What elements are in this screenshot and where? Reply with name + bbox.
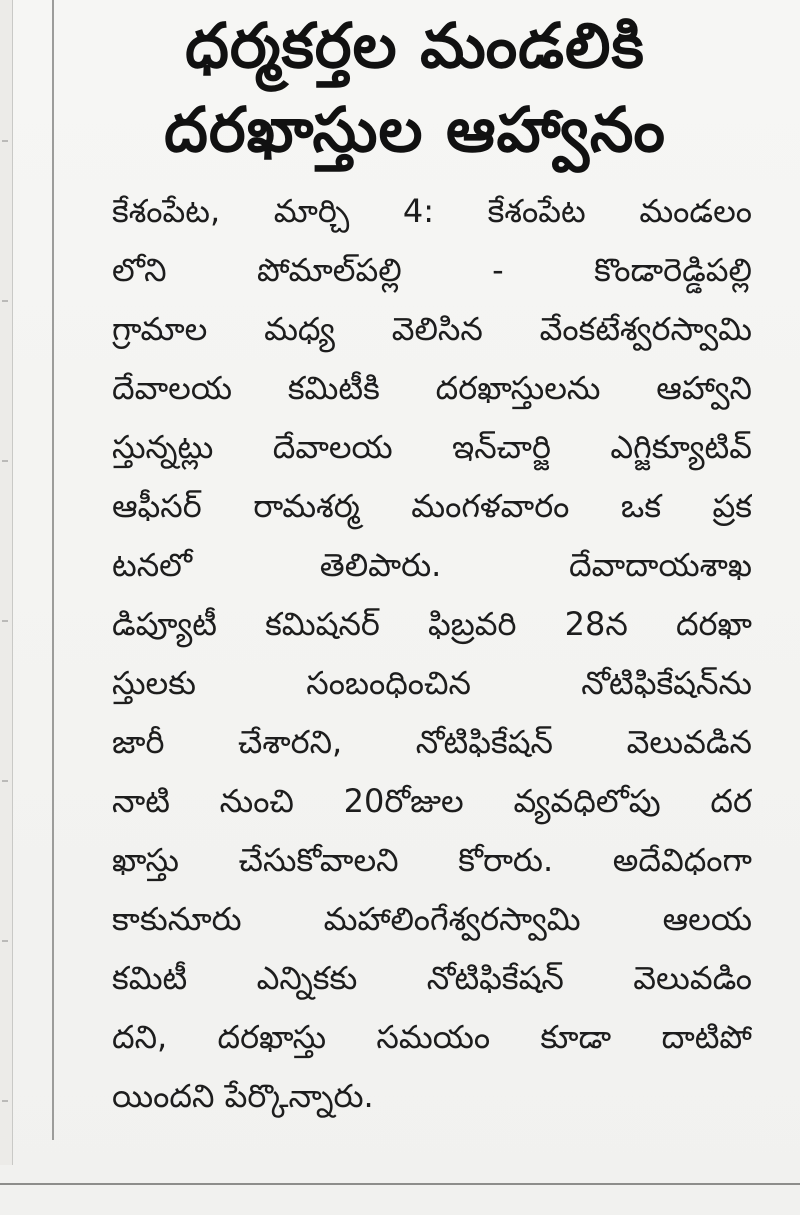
adjacent-column-edge xyxy=(0,0,13,1165)
body-line: దని, దరఖాస్తు సమయం కూడా దాటిపో xyxy=(112,1018,752,1056)
headline-line-1: ధర్మకర్తల మండలికి xyxy=(185,9,645,82)
body-line: టనలో తెలిపారు. దేవాదాయశాఖ xyxy=(112,546,752,584)
body-line: స్తులకు సంబంధించిన నోటిఫికేషన్‌ను xyxy=(112,664,752,702)
body-line: ఆఫీసర్ రామశర్మ మంగళవారం ఒక ప్రక xyxy=(112,487,752,525)
article xyxy=(70,0,760,1126)
body-line: దేవాలయ కమిటీకి దరఖాస్తులను ఆహ్వాని xyxy=(112,369,752,407)
article-headline xyxy=(70,4,760,172)
body-line: లోని పోమాల్‌పల్లి - కొండారెడ్డిపల్లి xyxy=(112,251,752,289)
article-body xyxy=(112,182,752,1126)
body-line: కేశంపేట, మార్చి 4: కేశంపేట మండలం xyxy=(112,192,752,230)
body-line: కాకునూరు మహాలింగేశ్వరస్వామి ఆలయ xyxy=(112,900,752,938)
body-line: స్తున్నట్లు దేవాలయ ఇన్‌చార్జి ఎగ్జిక్యూటివ్ xyxy=(112,428,752,466)
body-line: ఖాస్తు చేసుకోవాలని కోరారు. అదేవిధంగా xyxy=(112,841,752,879)
body-line: జారీ చేశారని, నోటిఫికేషన్ వెలువడిన xyxy=(112,723,752,761)
body-line: కమిటీ ఎన్నికకు నోటిఫికేషన్ వెలువడిం xyxy=(112,959,752,997)
adjacent-column-marks xyxy=(2,60,8,1110)
bottom-border-rule xyxy=(0,1183,800,1185)
column-divider xyxy=(52,0,54,1140)
body-line: గ్రామాల మధ్య వెలిసిన వేంకటేశ్వరస్వామి xyxy=(112,310,752,348)
body-line: యిందని పేర్కొన్నారు. xyxy=(112,1077,374,1115)
body-line: నాటి నుంచి 20రోజుల వ్యవధిలోపు దర xyxy=(112,782,752,820)
headline-line-2: దరఖాస్తుల ఆహ్వానం xyxy=(164,93,666,166)
body-line: డిప్యూటీ కమిషనర్ ఫిబ్రవరి 28న దరఖా xyxy=(112,605,752,643)
